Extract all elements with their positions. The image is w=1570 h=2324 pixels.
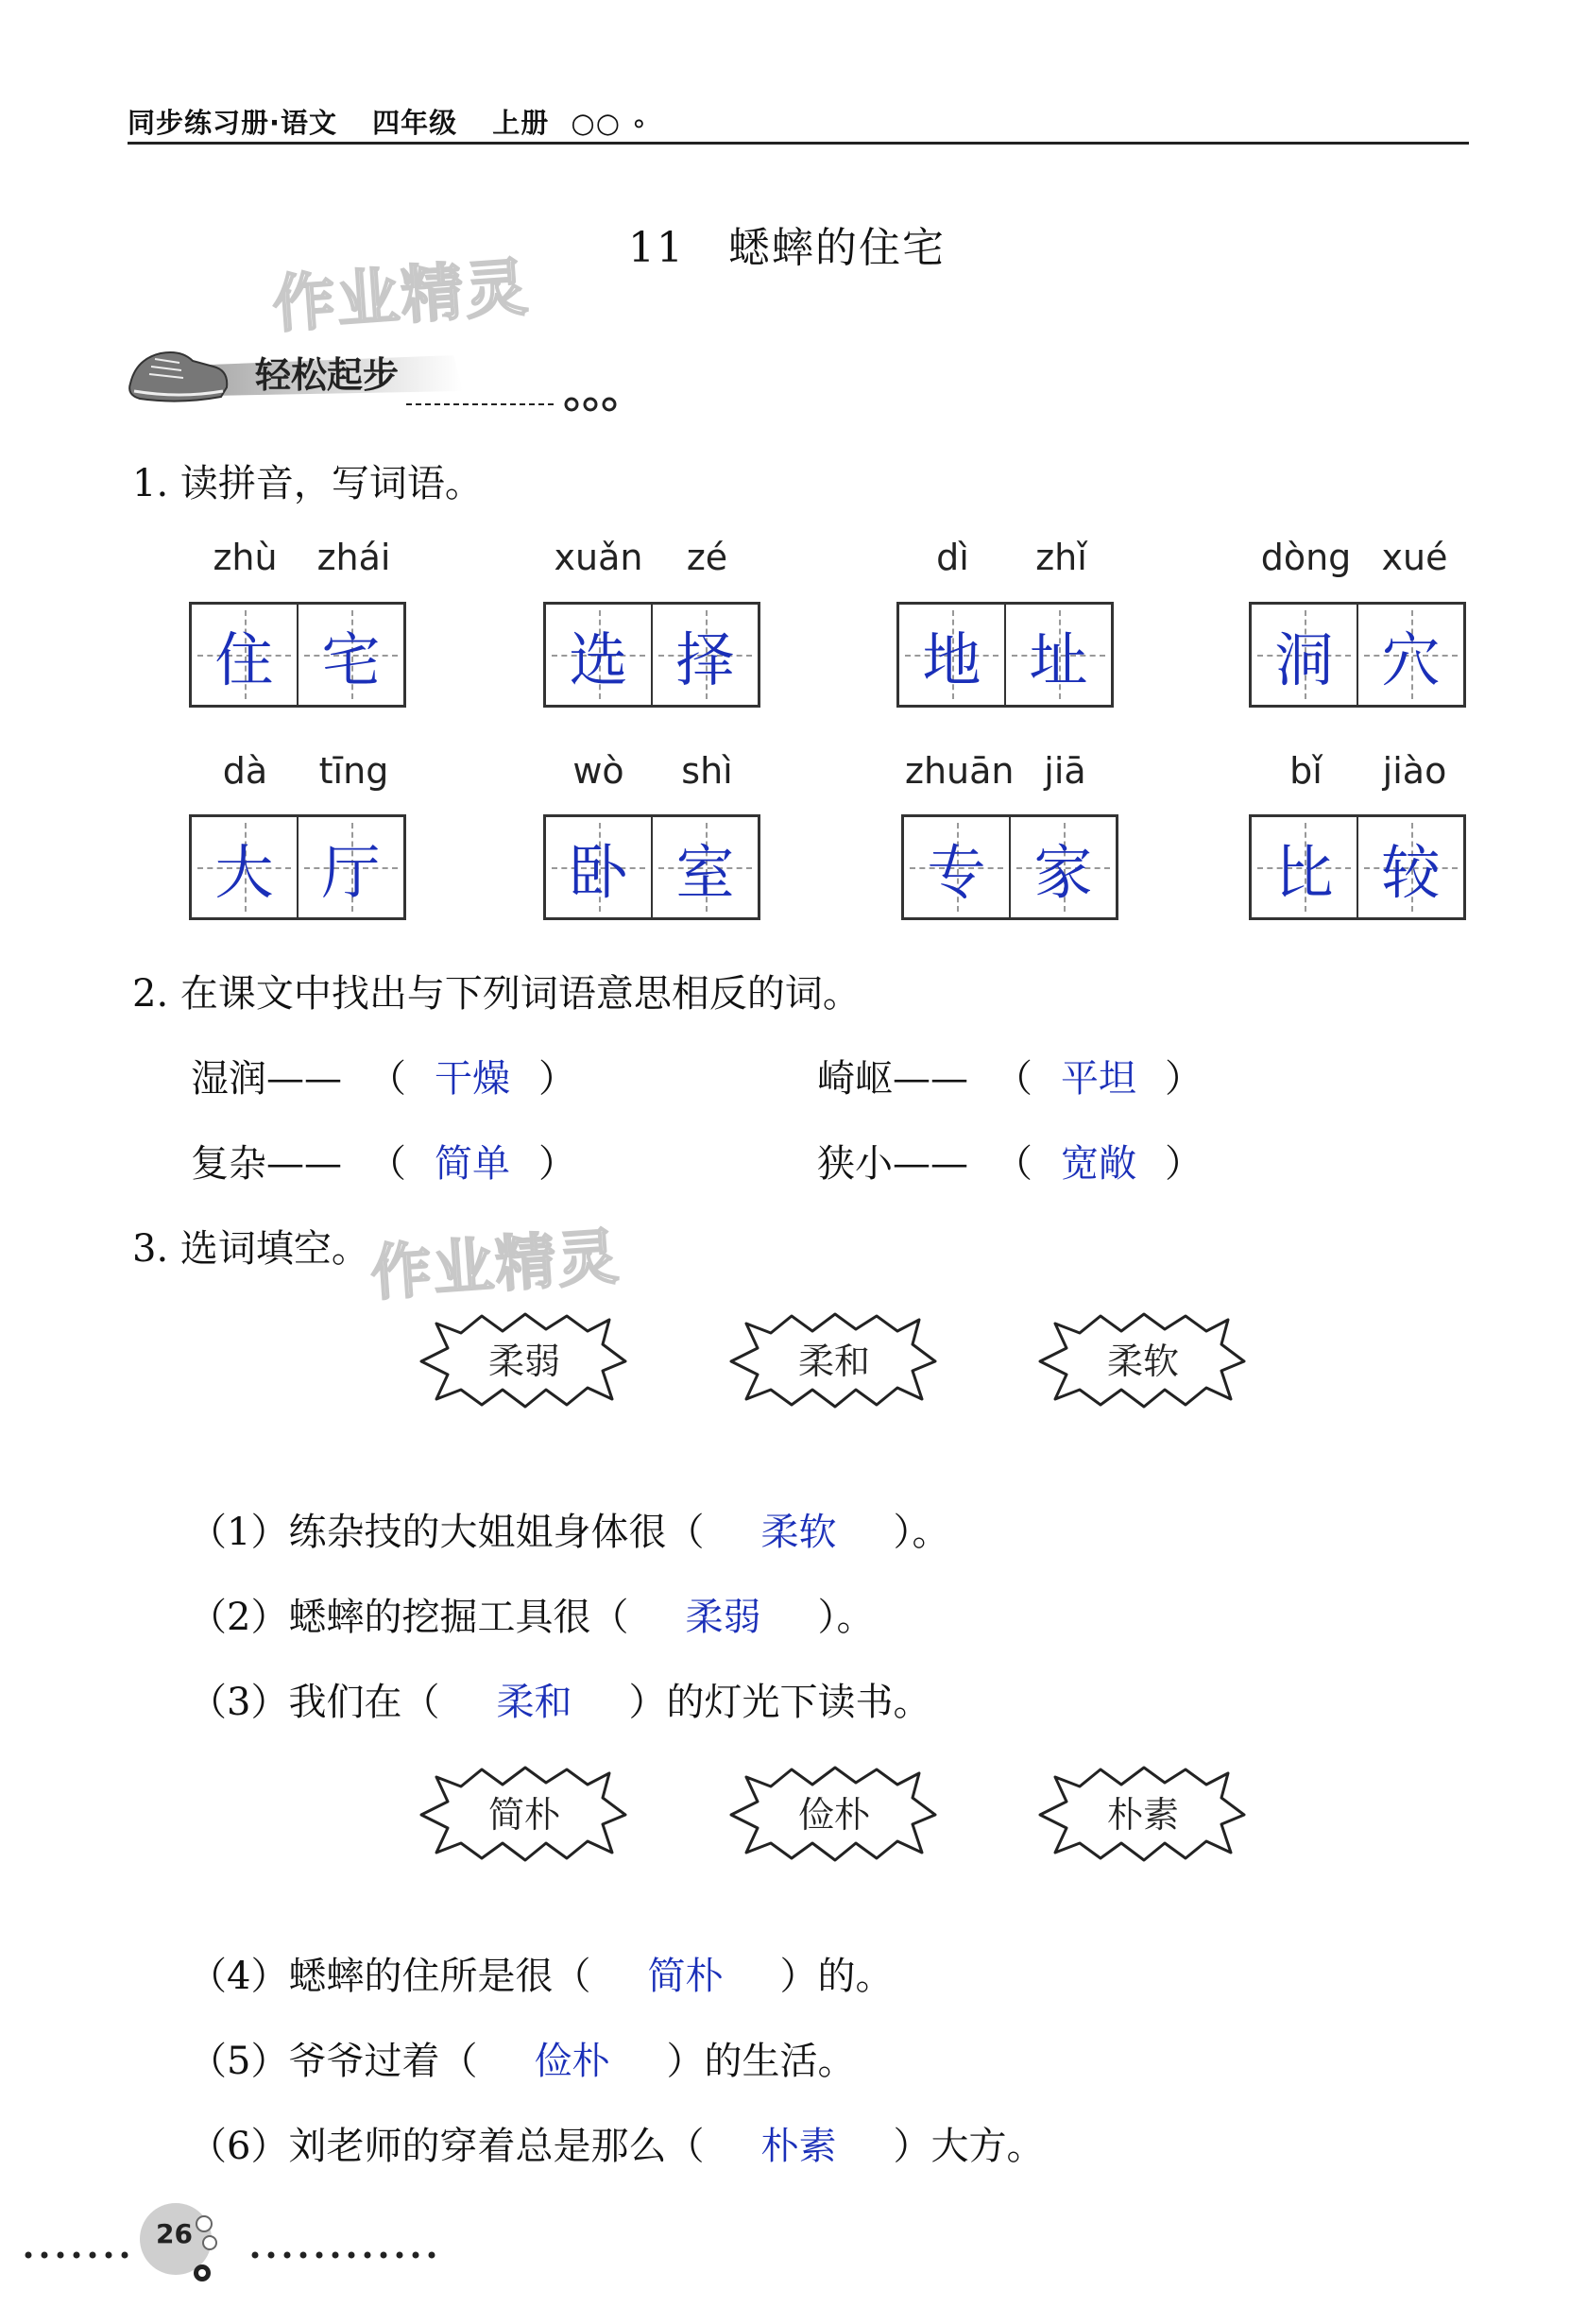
- section-label: 轻松起步: [255, 354, 400, 396]
- grade-label: 四年级: [372, 107, 458, 139]
- antonym-word: 湿润——: [191, 1057, 342, 1101]
- antonym-answer: 平坦: [1061, 1057, 1136, 1101]
- fill-text: （2）蟋蟀的挖掘工具很（: [189, 1596, 629, 1639]
- antonym-answer: 宽敞: [1061, 1142, 1136, 1186]
- choice-word: 朴素: [1106, 1794, 1179, 1836]
- grid-cell: 地: [899, 605, 1004, 705]
- antonym-item: 崎岖—— （ 平坦 ）: [817, 1049, 1203, 1102]
- antonym-answer: 干燥: [435, 1057, 510, 1101]
- fill-item: [189, 1946, 893, 2000]
- antonym-word: 狭小——: [817, 1142, 968, 1186]
- fill-answer: 柔和: [496, 1681, 572, 1724]
- grid-cell: 室: [651, 817, 758, 917]
- fill-text: （3）我们在（: [189, 1681, 440, 1724]
- q1-prompt: 1. 读拼音，写词语。: [132, 462, 483, 505]
- word-grid: [543, 814, 760, 920]
- fill-text: （1）练杂技的大姐姐身体很（: [189, 1511, 705, 1554]
- fill-answer: 柔弱: [685, 1596, 761, 1639]
- pinyin: bǐ: [1289, 750, 1323, 792]
- fill-answer: 简朴: [647, 1955, 724, 1998]
- grid-cell: 大: [192, 817, 297, 917]
- pinyin: dòng: [1260, 537, 1352, 578]
- grid-cell: 选: [546, 605, 651, 705]
- choice-word: 简朴: [487, 1794, 560, 1836]
- word-grid: [1249, 814, 1466, 920]
- antonym-word: 崎岖——: [817, 1057, 968, 1101]
- pinyin: dì: [936, 537, 969, 578]
- antonym-item: 狭小—— （ 宽敞 ）: [817, 1134, 1203, 1188]
- pinyin: tīng: [318, 750, 389, 792]
- pinyin: zé: [686, 537, 728, 578]
- choice-word: 俭朴: [797, 1794, 870, 1836]
- grid-cell: 专: [904, 817, 1009, 917]
- pinyin: zhái: [316, 537, 391, 578]
- grid-cell: 家: [1009, 817, 1116, 917]
- word-grid: [543, 602, 760, 708]
- choice-word: 柔软: [1106, 1341, 1179, 1382]
- fill-text: ）的。: [779, 1955, 894, 1998]
- pinyin: dà: [222, 750, 268, 792]
- fill-text: ）的生活。: [666, 2040, 856, 2083]
- page-number: 26: [156, 2218, 193, 2249]
- fill-answer: 俭朴: [534, 2040, 610, 2083]
- grid-cell: 较: [1357, 817, 1463, 917]
- q2-prompt: 2. 在课文中找出与下列词语意思相反的词。: [132, 972, 861, 1016]
- q3-prompt: 3. 选词填空。: [132, 1227, 369, 1271]
- fill-text: ）大方。: [893, 2125, 1045, 2168]
- footer-dots: [24, 2250, 439, 2260]
- fill-text: （6）刘老师的穿着总是那么（: [189, 2125, 705, 2168]
- volume-label: 上册: [492, 107, 550, 139]
- pinyin: jiào: [1382, 750, 1447, 792]
- fill-item: [189, 2031, 855, 2085]
- grid-cell: 洞: [1252, 605, 1357, 705]
- fill-text: ）的灯光下读书。: [628, 1681, 931, 1724]
- word-grid: [901, 814, 1118, 920]
- word-grid: [1249, 602, 1466, 708]
- antonym-item: 湿润—— （ 干燥 ）: [191, 1049, 576, 1102]
- fill-text: ）。: [817, 1596, 875, 1639]
- grid-cell: 穴: [1357, 605, 1463, 705]
- pinyin: zhù: [213, 537, 278, 578]
- fill-text: （5）爷爷过着（: [189, 2040, 478, 2083]
- grid-cell: 卧: [546, 817, 651, 917]
- pinyin: xuǎn: [554, 537, 643, 578]
- pinyin: wò: [572, 750, 624, 792]
- book-title: 同步练习册·语文: [128, 107, 338, 139]
- pinyin: zhǐ: [1035, 537, 1087, 578]
- fill-item: [189, 1587, 874, 1641]
- antonym-answer: 简单: [435, 1142, 510, 1186]
- grid-cell: 择: [651, 605, 758, 705]
- grid-cell: 住: [192, 605, 297, 705]
- word-grid: [189, 602, 406, 708]
- word-grid: [896, 602, 1114, 708]
- fill-text: （4）蟋蟀的住所是很（: [189, 1955, 591, 1998]
- fill-answer: 柔软: [760, 1511, 837, 1554]
- fill-item: [189, 1502, 949, 1556]
- header-rule: [128, 142, 1469, 145]
- fill-item: [189, 1672, 930, 1726]
- grid-cell: 宅: [297, 605, 403, 705]
- pinyin: zhuān: [905, 750, 1015, 792]
- pinyin: jiā: [1044, 750, 1086, 792]
- pinyin: shì: [681, 750, 733, 792]
- grid-cell: 厅: [297, 817, 403, 917]
- watermark: 作业精灵: [270, 250, 532, 342]
- antonym-item: 复杂—— （ 简单 ）: [191, 1134, 576, 1188]
- watermark: 作业精灵: [368, 1222, 623, 1310]
- running-header: [128, 102, 648, 141]
- antonym-word: 复杂——: [191, 1142, 342, 1186]
- word-grid: [189, 814, 406, 920]
- pinyin: xué: [1381, 537, 1448, 578]
- choice-word: 柔和: [797, 1341, 870, 1382]
- header-circles: ○○ ∘: [571, 107, 649, 139]
- choice-word: 柔弱: [487, 1341, 560, 1382]
- section-banner: [123, 338, 699, 414]
- fill-item: [189, 2116, 1044, 2170]
- grid-cell: 比: [1252, 817, 1357, 917]
- lesson-title: 11 蟋蟀的住宅: [628, 224, 946, 272]
- fill-text: ）。: [893, 1511, 950, 1554]
- grid-cell: 址: [1004, 605, 1111, 705]
- fill-answer: 朴素: [760, 2125, 837, 2168]
- sneaker-icon: [129, 352, 227, 402]
